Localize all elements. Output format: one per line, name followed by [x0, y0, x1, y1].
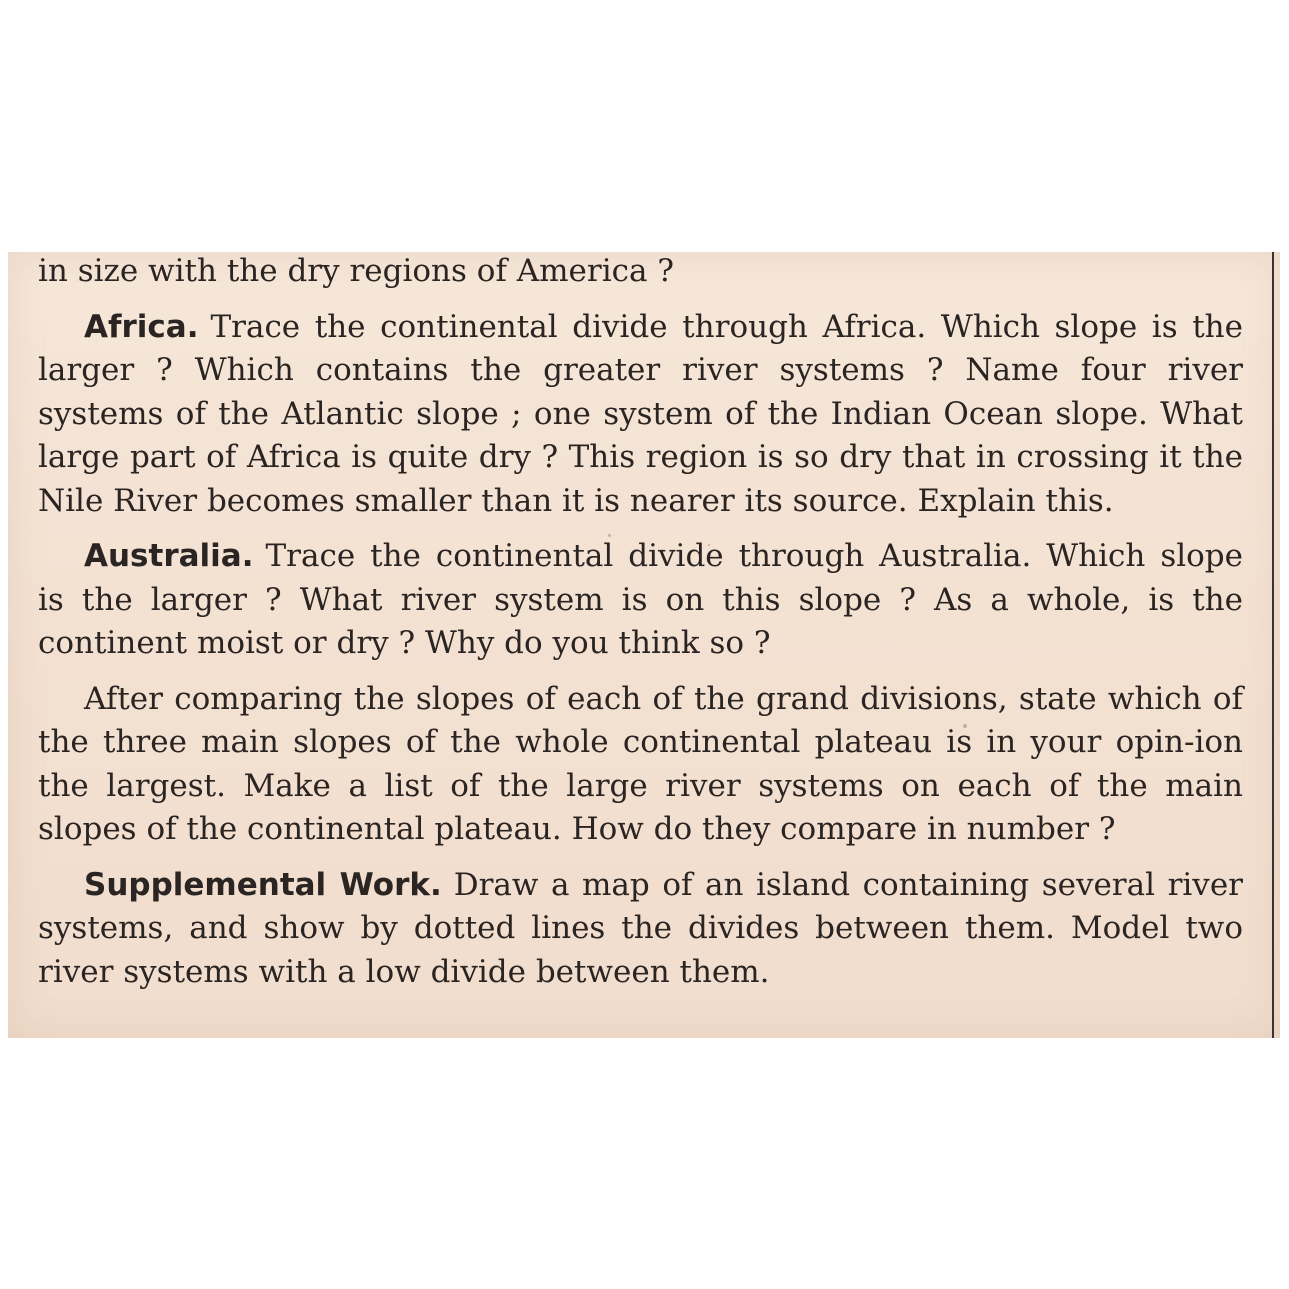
text-column: [38, 252, 1243, 994]
paragraph-body: After comparing the slopes of each of the grand divisions, state which of the three main slopes of the whole continental plateau is in your opin-ion the largest. Make a list of the large river systems on each of the main slopes of the continental plateau. How do they compare in number ?: [38, 680, 1243, 847]
paragraph-supplemental: [38, 864, 1243, 995]
paragraph-body: Trace the continental divide through Africa. Which slope is the larger ? Which contains the greater river systems ? Name four river systems of the Atlantic slope ; one system of the Indian Ocean slope. What large part of Africa is quite dry ? This region is so dry that in crossing it the Nile River becomes smaller than it is nearer its source. Explain this.: [38, 308, 1243, 519]
paragraph-body: Trace the continental divide through Australia. Which slope is the larger ? What river system is on this slope ? As a whole, is the continent moist or dry ? Why do you think so ?: [38, 538, 1243, 661]
paragraph-heading: Australia.: [84, 538, 254, 574]
scanned-page: [8, 252, 1280, 1038]
paragraph-comparison: [38, 678, 1243, 852]
paragraph-australia: [38, 535, 1243, 666]
paragraph-heading: Africa.: [84, 308, 199, 345]
paragraph-africa: [38, 306, 1243, 524]
paragraph-continued: [38, 252, 1243, 294]
paragraph-heading: Supplemental Work.: [84, 866, 442, 903]
paragraph-body: in size with the dry regions of America ?: [38, 253, 674, 289]
paragraph-body: Draw a map of an island containing several river systems, and show by dotted lines the divides between them. Model two river systems with a low divide between them.: [38, 866, 1243, 990]
column-rule: [1272, 252, 1274, 1038]
